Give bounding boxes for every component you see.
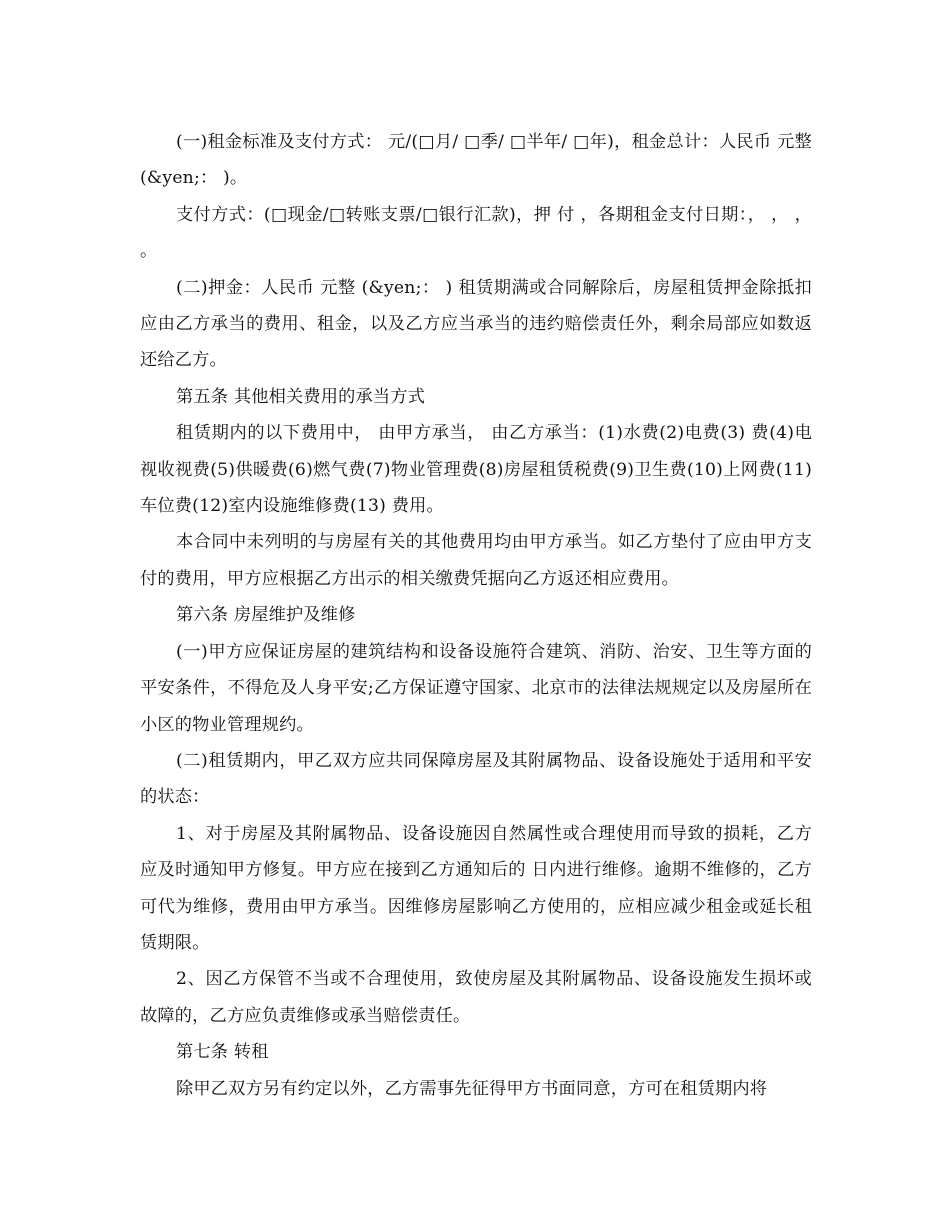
section-heading-article-7: 第七条 转租 [176, 1042, 269, 1063]
paragraph-safety-conditions: (一)甲方应保证房屋的建筑结构和设备设施符合建筑、消防、治安、卫生等方面的平安条件，不得危及人身平安;乙方保证遵守国家、北京市的法律法规规定以及房屋所在小区的物业管理规约。 [140, 641, 812, 735]
paragraph-repair-natural-wear: 1、对于房屋及其附属物品、设备设施因自然属性或合理使用而导致的损耗，乙方应及时通知甲方修复。甲方应在接到乙方通知后的 日内进行维修。逾期不维修的，乙方可代为维修，费用由甲方承当。因维修房屋影响乙方使用的，应相应减少租金或延长租赁期限。 [140, 823, 812, 953]
section-heading-article-5: 第五条 其他相关费用的承当方式 [176, 386, 426, 407]
paragraph-rent-standard: (一)租金标准及支付方式： 元/(□月/ □季/ □半年/ □年)，租金总计：人民币 元整(&yen;： )。 [140, 132, 812, 189]
section-heading-article-6: 第六条 房屋维护及维修 [176, 605, 356, 626]
paragraph-joint-maintenance: (二)租赁期内，甲乙双方应共同保障房屋及其附属物品、设备设施处于适用和平安的状态： [140, 750, 812, 808]
document-page [140, 124, 812, 1107]
paragraph-repair-improper-use: 2、因乙方保管不当或不合理使用，致使房屋及其附属物品、设备设施发生损坏或故障的，乙方应负责维修或承当赔偿责任。 [140, 969, 812, 1026]
paragraph-other-expenses: 本合同中未列明的与房屋有关的其他费用均由甲方承当。如乙方垫付了应由甲方支付的费用，甲方应根据乙方出示的相关缴费凭据向乙方返还相应费用。 [140, 532, 812, 589]
paragraph-payment-method: 支付方式：(□现金/□转账支票/□银行汇款)，押 付 ，各期租金支付日期：， ， ， 。 [140, 204, 812, 262]
paragraph-sublease: 除甲乙双方另有约定以外，乙方需事先征得甲方书面同意，方可在租赁期内将 [176, 1078, 768, 1099]
paragraph-deposit: (二)押金：人民币 元整 (&yen;： ) 租赁期满或合同解除后，房屋租赁押金除抵扣应由乙方承当的费用、租金，以及乙方应当承当的违约赔偿责任外，剩余局部应如数返还给乙方。 [140, 277, 812, 371]
paragraph-expense-list: 租赁期内的以下费用中， 由甲方承当， 由乙方承当：(1)水费(2)电费(3) 费(4)电视收视费(5)供暖费(6)燃气费(7)物业管理费(8)房屋租赁税费(9)卫生费(10)上网费(11)车位费(12)室内设施维修费(13) 费用。 [140, 423, 812, 517]
